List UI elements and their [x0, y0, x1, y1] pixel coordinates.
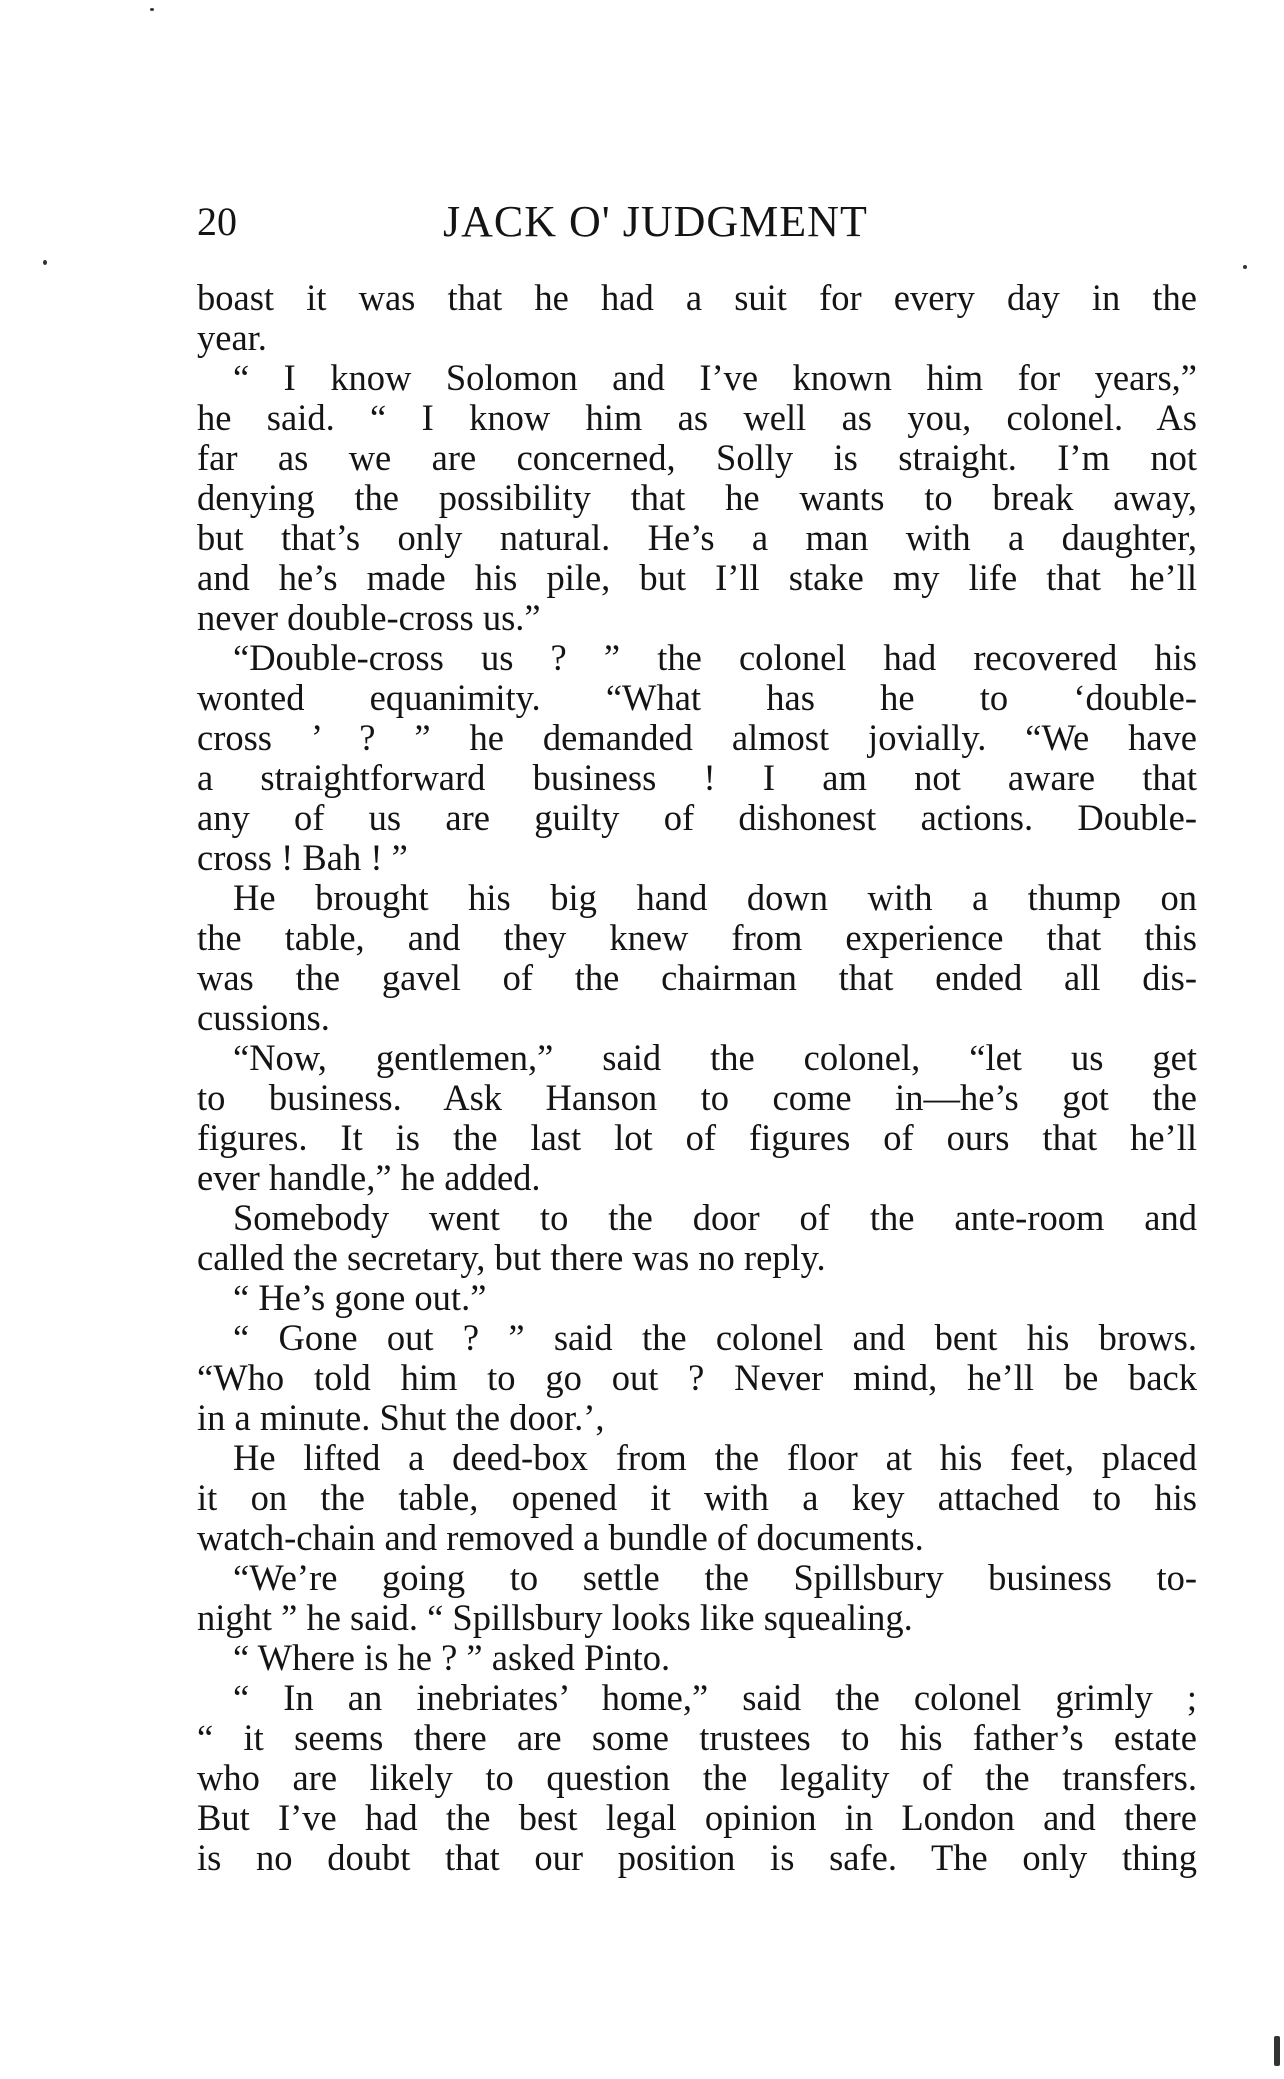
text-line: “ Gone out ? ” said the colonel and bent his brows. — [233, 1317, 1197, 1358]
body-text — [197, 278, 1197, 1878]
text-line: ever handle,” he added. — [197, 1157, 541, 1198]
text-line: He brought his big hand down with a thump on — [233, 877, 1197, 918]
text-line: But I’ve had the best legal opinion in London and there — [197, 1797, 1197, 1838]
page-header — [197, 192, 1197, 252]
text-line: “ I know Solomon and I’ve known him for years,” — [233, 357, 1197, 398]
text-line: far as we are concerned, Solly is straight. I’m not — [197, 437, 1197, 478]
text-line: “Now, gentlemen,” said the colonel, “let us get — [233, 1037, 1197, 1078]
text-line: never double-cross us.” — [197, 597, 541, 638]
text-line: figures. It is the last lot of figures of ours that he’ll — [197, 1117, 1197, 1158]
page-number: 20 — [197, 199, 237, 244]
text-line: any of us are guilty of dishonest actions. Double- — [197, 797, 1197, 838]
text-line: denying the possibility that he wants to break away, — [197, 477, 1197, 518]
text-line: He lifted a deed-box from the floor at his feet, placed — [233, 1437, 1197, 1478]
text-line: is no doubt that our position is safe. The only thing — [197, 1837, 1197, 1878]
text-line: called the secretary, but there was no reply. — [197, 1237, 826, 1278]
text-line: the table, and they knew from experience that this — [197, 917, 1197, 958]
scan-speck — [1274, 2036, 1280, 2066]
text-line: in a minute. Shut the door.’, — [197, 1397, 605, 1438]
scan-speck — [43, 260, 47, 265]
text-line: Somebody went to the door of the ante-room and — [233, 1197, 1197, 1238]
text-line: night ” he said. “ Spillsbury looks like squealing. — [197, 1597, 913, 1638]
text-line: to business. Ask Hanson to come in—he’s got the — [197, 1077, 1197, 1118]
running-title: JACK O' JUDGMENT — [443, 197, 868, 246]
text-line: a straightforward business ! I am not aware that — [197, 757, 1197, 798]
scan-speck — [1243, 265, 1247, 269]
text-line: who are likely to question the legality of the transfers. — [197, 1757, 1197, 1798]
text-line: cross ’ ? ” he demanded almost jovially. “We have — [197, 717, 1197, 758]
text-line: “ In an inebriates’ home,” said the colonel grimly ; — [233, 1677, 1197, 1718]
text-line: cross ! Bah ! ” — [197, 837, 408, 878]
text-line: “ it seems there are some trustees to his father’s estate — [197, 1717, 1197, 1758]
text-line: and he’s made his pile, but I’ll stake my life that he’ll — [197, 557, 1197, 598]
scan-speck — [150, 8, 154, 11]
text-line: was the gavel of the chairman that ended all dis- — [197, 957, 1197, 998]
text-line: watch-chain and removed a bundle of documents. — [197, 1517, 924, 1558]
text-line: he said. “ I know him as well as you, colonel. As — [197, 397, 1197, 438]
text-line: it on the table, opened it with a key attached to his — [197, 1477, 1197, 1518]
text-line: boast it was that he had a suit for every day in the — [197, 277, 1197, 318]
text-line: “Double-cross us ? ” the colonel had recovered his — [233, 637, 1197, 678]
text-line: year. — [197, 317, 267, 358]
text-line: “Who told him to go out ? Never mind, he’ll be back — [197, 1357, 1197, 1398]
text-line: “ He’s gone out.” — [233, 1277, 487, 1318]
text-line: cussions. — [197, 997, 330, 1038]
text-line: “We’re going to settle the Spillsbury business to- — [233, 1557, 1197, 1598]
text-line: wonted equanimity. “What has he to ‘double- — [197, 677, 1197, 718]
text-line: but that’s only natural. He’s a man with a daughter, — [197, 517, 1197, 558]
text-line: “ Where is he ? ” asked Pinto. — [233, 1637, 671, 1678]
